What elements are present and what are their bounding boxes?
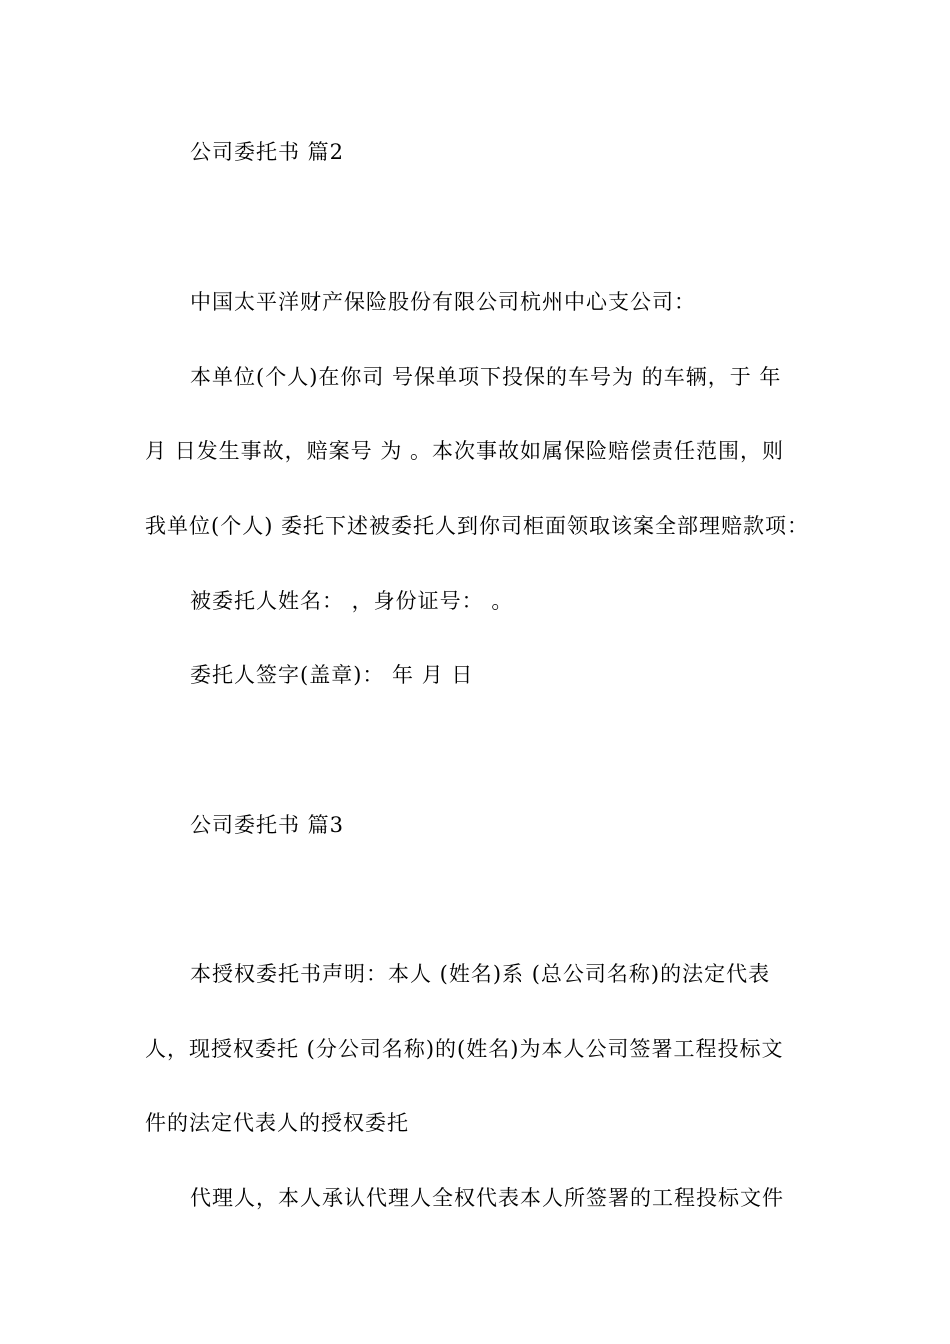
- paragraph-line: 本授权委托书声明：本人 (姓名)系 (总公司名称)的法定代表: [190, 962, 771, 986]
- trustee-line: 被委托人姓名： ，身份证号： 。: [190, 589, 514, 613]
- paragraph-line: 件的法定代表人的授权委托: [145, 1111, 409, 1135]
- paragraph-line: 人，现授权委托 (分公司名称)的(姓名)为本人公司签署工程投标文: [145, 1037, 784, 1061]
- paragraph-line: 我单位(个人) 委托下述被委托人到你司柜面领取该案全部理赔款项：: [145, 514, 810, 538]
- signature-line: 委托人签字(盖章)： 年 月 日: [190, 663, 474, 687]
- section-heading: 公司委托书 篇3: [190, 813, 345, 837]
- section-heading: 公司委托书 篇2: [190, 140, 345, 164]
- paragraph-line: 本单位(个人)在你司 号保单项下投保的车号为 的车辆，于 年: [190, 365, 782, 389]
- paragraph-line: 代理人，本人承认代理人全权代表本人所签署的工程投标文件: [190, 1186, 784, 1210]
- paragraph-line: 月 日发生事故，赔案号 为 。本次事故如属保险赔偿责任范围，则: [145, 439, 785, 463]
- addressee-line: 中国太平洋财产保险股份有限公司杭州中心支公司：: [190, 290, 696, 314]
